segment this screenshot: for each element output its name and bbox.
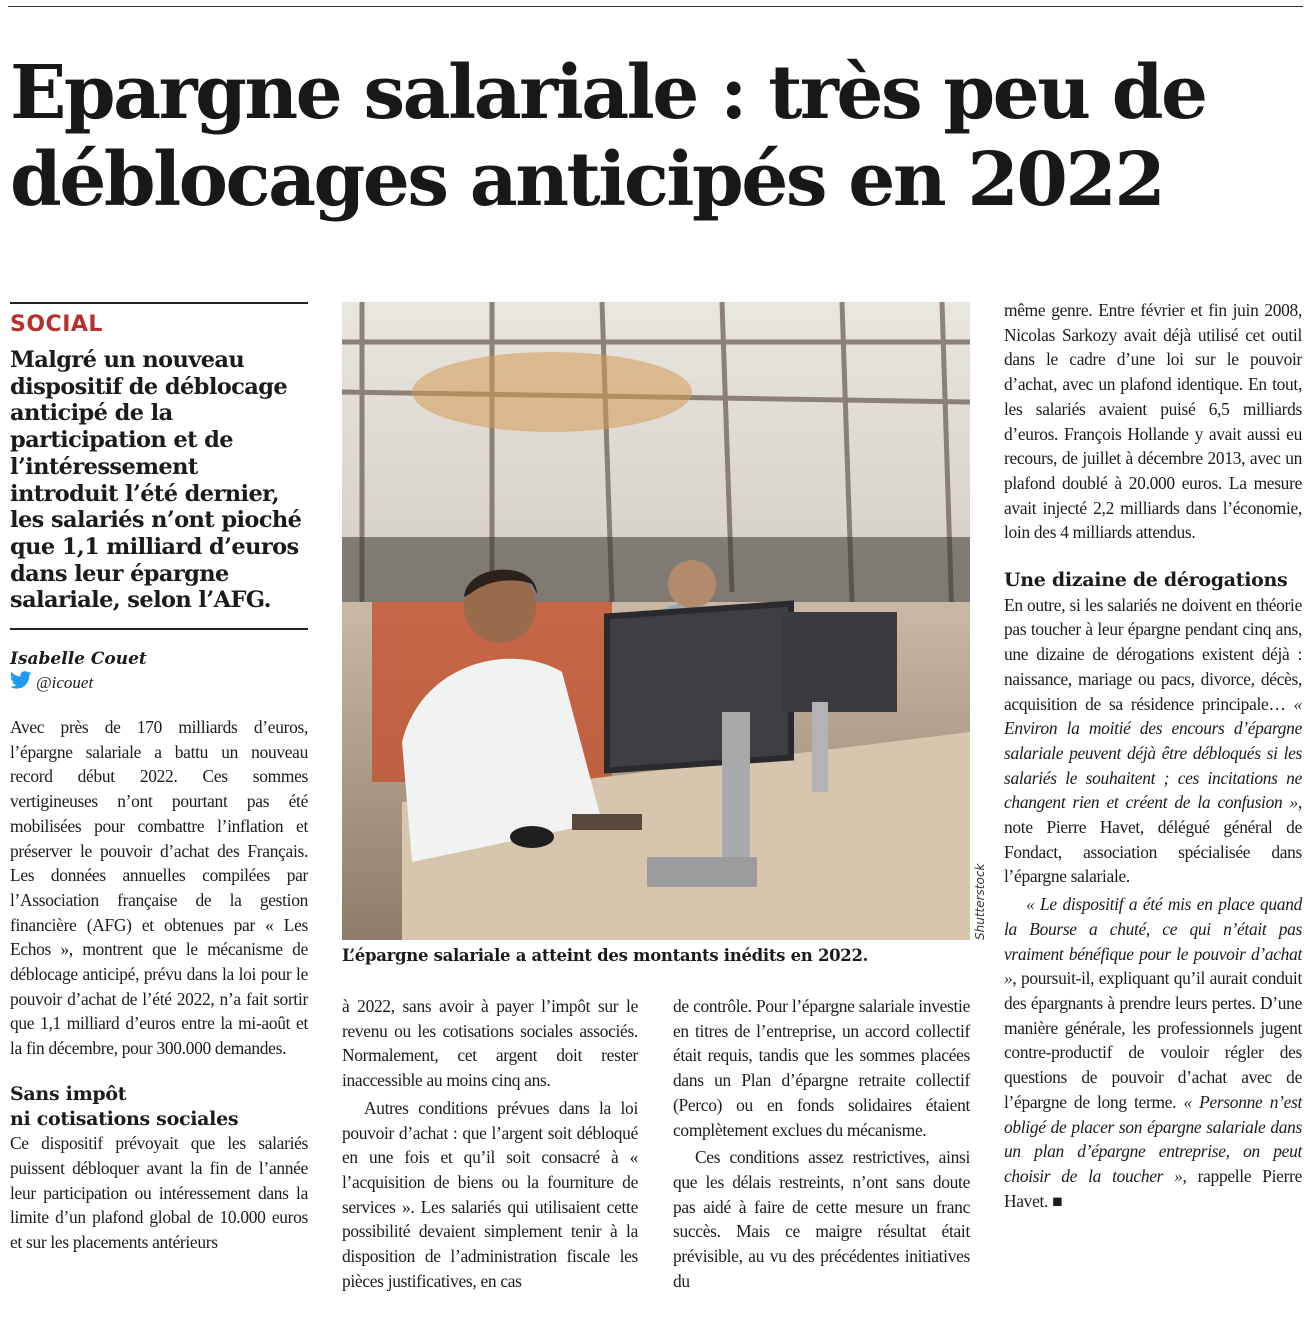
author-twitter[interactable] — [10, 671, 308, 694]
column-1 — [10, 302, 308, 1255]
headline — [10, 50, 1305, 224]
end-mark: ■ — [1052, 1190, 1063, 1211]
paragraph-3-continued: de contrôle. Pour l’épargne salariale investie en titres de l’entreprise, un accord collectif était requis, tandis que les sommes placées dans un Plan d’épargne retraite collectif (Perco) ou en fonds solidaires étaient complètement exclues du mécanisme. — [673, 996, 970, 1140]
paragraph-5-quote: « Environ la moitié des encours d’épargne salariale peuvent déjà être débloqués si les salariés le souhaitent ; ces incitations ne changent rien et créent de la confusion » — [1004, 693, 1302, 813]
twitter-bird-icon — [10, 671, 32, 694]
standfirst-rule — [10, 628, 308, 630]
subhead-1 — [10, 1082, 308, 1131]
top-rule — [8, 6, 1303, 7]
standfirst: Malgré un nouveau dispositif de déblocage anticipé de la participation et de l’intéressement introduit l’été dernier, les salariés n’ont pioché que 1,1 milliard d’euros dans leur épargne salariale, selon l’AFG. — [10, 347, 302, 614]
paragraph-6-text-c: , rappelle Pierre Havet. — [1004, 1165, 1303, 1211]
paragraph-5 — [1004, 593, 1302, 889]
column-4 — [1004, 298, 1302, 1213]
headline-line-1: Epargne salariale : très peu de — [10, 50, 1206, 136]
photo-caption: L’épargne salariale a atteint des montants inédits en 2022. — [342, 946, 869, 965]
author-name: Isabelle Couet — [10, 649, 147, 670]
column-2 — [342, 994, 638, 1293]
paragraph-2: Ce dispositif prévoyait que les salariés puissent débloquer avant la fin de l’année leur participation ou intéressement dans la limite d’un plafond global de 10.000 euros et sur les placements antérieurs — [10, 1133, 308, 1253]
headline-line-2: déblocages anticipés en 2022 — [10, 137, 1164, 223]
paragraph-2-continued: à 2022, sans avoir à payer l’impôt sur le revenu ou les cotisations sociales associés. Normalement, cet argent doit rester inaccessible au moins cinq ans. — [342, 996, 638, 1091]
subhead-2: Une dizaine de dérogations — [1004, 569, 1288, 592]
paragraph-3: Autres conditions prévues dans la loi pouvoir d’achat : que l’argent soit débloqué en une fois et qu’il soit consacré à « l’acquisition de biens ou la fourniture de services ». Les salariés qui utilisaient cette possibilité devaient simplement tenir à la disposition de l’administration fiscale les pièces justificatives, en cas — [342, 1097, 638, 1291]
subhead-1-line-1: Sans impôt — [10, 1082, 127, 1105]
paragraph-1: Avec près de 170 milliards d’euros, l’épargne salariale a battu un nouveau record début 2022. Ces sommes vertigineuses n’ont pourtant pas été mobilisées pour combattre l’inflation et préserver le pouvoir d’achat des Français. Les données annuelles compilées par l’Association française de la gestion financière (AFG) et obtenues par « Les Echos », montrent que le mécanisme de déblocage anticipé, prévu dans la loi pour le pouvoir d’achat de l’été 2022, n’a fait sortir que 1,1 milliard d’euros entre la mi-août et la fin décembre, pour 300.000 demandes. — [10, 717, 308, 1059]
rubric-rule — [10, 302, 308, 304]
paragraph-6-text-b: , poursuit-il, expliquant qu’il aurait conduit des épargnants à prendre leurs pertes. D’une manière générale, les professionnels jugent contre-productif de vouloir régler des questions de pouvoir d’achat avec de l’épargne de long terme. — [1004, 968, 1302, 1112]
subhead-1-line-2: ni cotisations sociales — [10, 1107, 239, 1130]
office-photo — [342, 302, 970, 940]
paragraph-6-quote: « Le dispositif a été mis en place quand la Bourse a chuté, ce qui n’était pas vraiment bénéfique pour le pouvoir d’achat » — [1004, 894, 1302, 989]
paragraph-5-text-a: En outre, si les salariés ne doivent en théorie pas toucher à leur épargne pendant cinq ans, une dizaine de dérogations existent déjà : naissance, mariage ou pacs, divorce, décès, acquisition de sa résidence principale… — [1004, 594, 1302, 714]
photo-credit: Shutterstock — [973, 863, 987, 940]
paragraph-4: Ces conditions assez restrictives, ainsi que les délais restreints, n’ont sans doute pas aidé à faire de cette mesure un franc succès. Mais ce maigre résultat était prévisible, au vu des précédentes initiatives du — [673, 1147, 970, 1291]
paragraph-6-quote-2: « Personne n’est obligé de placer son épargne salariale dans un plan d’épargne entreprise, on peut choisir de la toucher » — [1004, 1091, 1303, 1186]
paragraph-6 — [1004, 892, 1302, 1213]
column-3 — [673, 994, 970, 1293]
rubric-label: SOCIAL — [10, 312, 103, 337]
twitter-handle: @icouet — [36, 672, 94, 692]
paragraph-4-continued: même genre. Entre février et fin juin 2008, Nicolas Sarkozy avait déjà utilisé cet outil dans le cadre d’une loi sur le pouvoir d’achat, avec un plafond identique. En tout, les salariés avaient puisé 6,5 milliards d’euros. François Hollande y avait aussi eu recours, de juillet à décembre 2013, avec un plafond doublé à 20.000 euros. La mesure avait injecté 2,2 milliards dans l’économie, loin des 4 milliards attendus. — [1004, 300, 1302, 543]
paragraph-5-text-b: , note Pierre Havet, délégué général de Fondact, association spécialisée dans l’épargne salariale. — [1004, 792, 1302, 887]
